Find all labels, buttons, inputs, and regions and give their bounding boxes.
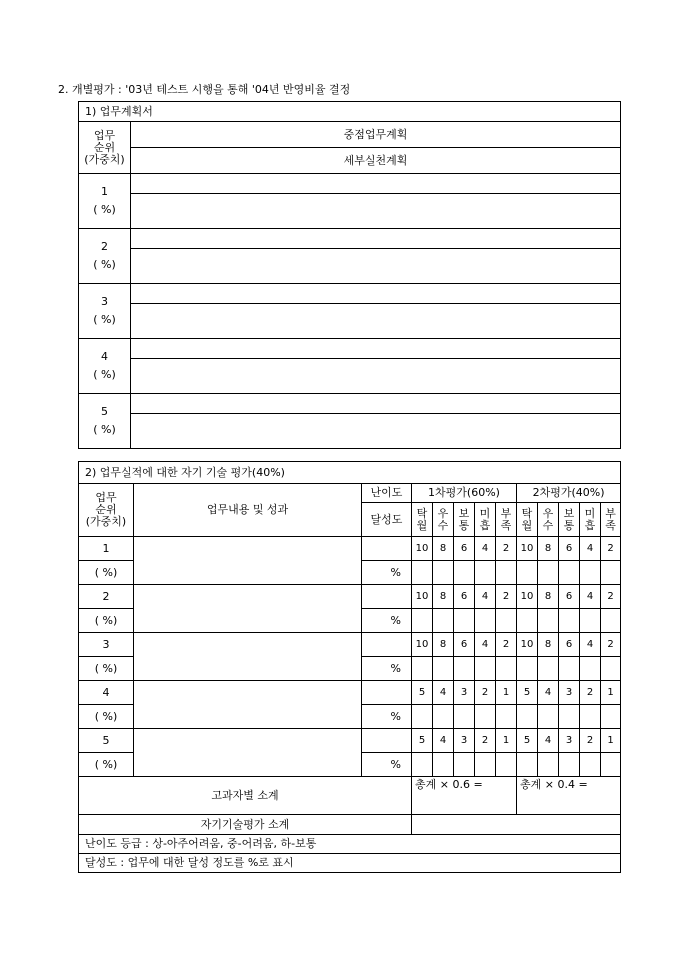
score-cell: 8 [433,585,454,609]
score-cell: 4 [538,729,559,753]
score-cell: 6 [559,537,580,561]
score-cell: 8 [538,585,559,609]
score-cell: 6 [454,585,475,609]
difficulty-note: 난이도 등급 : 상-아주어려움, 중-어려움, 하-보통 [79,835,621,854]
grade-poor: 미 흡 [475,503,496,537]
difficulty-cell[interactable] [362,537,412,561]
self-evaluation-subtotal-label: 자기기술평가 소계 [79,815,412,835]
grade-mark-cell[interactable] [517,705,538,729]
score-cell: 2 [580,729,601,753]
grade-mark-cell[interactable] [412,753,433,777]
score-cell: 3 [454,729,475,753]
first-eval-total[interactable]: 총계 × 0.6 = [412,777,517,815]
grade-poor: 미 흡 [580,503,601,537]
eval-row-weight: ( %) [79,609,134,633]
score-cell: 4 [475,537,496,561]
section-heading: 2. 개별평가 : '03년 테스트 시행을 통해 '04년 반영비율 결정 [58,83,351,96]
second-eval-total[interactable]: 총계 × 0.4 = [517,777,621,815]
grade-insufficient: 부 족 [496,503,517,537]
score-cell: 5 [412,729,433,753]
grade-mark-cell[interactable] [580,753,601,777]
evaluator-subtotal-label: 고과자별 소계 [79,777,412,815]
grade-mark-cell[interactable] [475,705,496,729]
eval-row-weight: ( %) [79,705,134,729]
work-plan-table [78,101,621,449]
plan-row-priority: 4 ( %) [79,339,131,394]
work-plan-title: 1) 업무계획서 [79,102,621,122]
score-cell: 8 [433,633,454,657]
detail-plan-cell[interactable] [131,304,621,339]
grade-mark-cell[interactable] [412,609,433,633]
score-cell: 5 [517,681,538,705]
detail-plan-header: 세부실천계획 [131,148,621,174]
grade-mark-cell[interactable] [580,657,601,681]
grade-mark-cell[interactable] [538,657,559,681]
grade-excellent: 탁 월 [517,503,538,537]
score-cell: 8 [433,537,454,561]
score-cell: 4 [580,633,601,657]
grade-mark-cell[interactable] [559,705,580,729]
achievement-cell[interactable]: % [362,657,412,681]
achievement-cell[interactable]: % [362,753,412,777]
self-evaluation-subtotal-value[interactable] [412,815,621,835]
score-cell: 6 [454,537,475,561]
content-cell[interactable] [134,681,362,729]
score-cell: 6 [559,633,580,657]
content-header: 업무내용 및 성과 [134,484,362,537]
grade-mark-cell[interactable] [538,753,559,777]
score-cell: 1 [496,681,517,705]
content-cell[interactable] [134,537,362,585]
grade-mark-cell[interactable] [454,753,475,777]
score-cell: 2 [601,537,621,561]
grade-mark-cell[interactable] [475,609,496,633]
grade-mark-cell[interactable] [559,609,580,633]
score-cell: 2 [601,585,621,609]
grade-mark-cell[interactable] [412,561,433,585]
grade-mark-cell[interactable] [496,609,517,633]
score-cell: 2 [496,633,517,657]
score-cell: 1 [601,681,621,705]
achievement-cell[interactable]: % [362,609,412,633]
score-cell: 4 [475,585,496,609]
grade-mark-cell[interactable] [601,561,621,585]
eval-row-num: 5 [79,729,134,753]
score-cell: 10 [517,633,538,657]
score-cell: 6 [454,633,475,657]
score-cell: 4 [538,681,559,705]
score-cell: 1 [496,729,517,753]
grade-mark-cell[interactable] [475,753,496,777]
grade-mark-cell[interactable] [601,657,621,681]
grade-mark-cell[interactable] [496,753,517,777]
grade-mark-cell[interactable] [538,705,559,729]
grade-mark-cell[interactable] [517,561,538,585]
detail-plan-cell[interactable] [131,194,621,229]
plan-row-priority: 5 ( %) [79,394,131,449]
priority-header: 업무 순위 (가중치) [79,122,131,174]
score-cell: 6 [559,585,580,609]
grade-mark-cell[interactable] [496,561,517,585]
grade-mark-cell[interactable] [559,561,580,585]
eval-row-num: 3 [79,633,134,657]
content-cell[interactable] [134,729,362,777]
grade-average: 보 통 [559,503,580,537]
achievement-cell[interactable]: % [362,561,412,585]
grade-mark-cell[interactable] [496,657,517,681]
second-eval-header: 2차평가(40%) [517,484,621,503]
score-cell: 2 [475,729,496,753]
score-cell: 2 [601,633,621,657]
score-cell: 4 [580,585,601,609]
grade-mark-cell[interactable] [454,705,475,729]
eval-priority-header: 업무 순위 (가중치) [79,484,134,537]
major-plan-cell[interactable] [131,394,621,414]
achievement-cell[interactable]: % [362,705,412,729]
score-cell: 4 [475,633,496,657]
achievement-note: 달성도 : 업무에 대한 달성 정도를 %로 표시 [79,854,621,873]
grade-mark-cell[interactable] [601,705,621,729]
score-cell: 4 [433,729,454,753]
grade-insufficient: 부 족 [601,503,621,537]
grade-mark-cell[interactable] [433,609,454,633]
eval-row-weight: ( %) [79,753,134,777]
grade-mark-cell[interactable] [580,609,601,633]
score-cell: 5 [412,681,433,705]
grade-excellent: 탁 월 [412,503,433,537]
score-cell: 4 [433,681,454,705]
score-cell: 8 [538,633,559,657]
major-plan-cell[interactable] [131,174,621,194]
grade-mark-cell[interactable] [517,609,538,633]
grade-mark-cell[interactable] [538,609,559,633]
grade-mark-cell[interactable] [433,705,454,729]
difficulty-cell[interactable] [362,729,412,753]
score-cell: 3 [454,681,475,705]
grade-mark-cell[interactable] [412,657,433,681]
plan-row-priority: 2 ( %) [79,229,131,284]
score-cell: 2 [580,681,601,705]
eval-row-num: 4 [79,681,134,705]
grade-mark-cell[interactable] [433,753,454,777]
major-plan-header: 중점업무계획 [131,122,621,148]
difficulty-header: 난이도 [362,484,412,503]
score-cell: 8 [538,537,559,561]
score-cell: 10 [412,633,433,657]
eval-row-weight: ( %) [79,561,134,585]
major-plan-cell[interactable] [131,284,621,304]
detail-plan-cell[interactable] [131,414,621,449]
grade-mark-cell[interactable] [517,753,538,777]
grade-mark-cell[interactable] [601,753,621,777]
grade-mark-cell[interactable] [601,609,621,633]
difficulty-cell[interactable] [362,681,412,705]
eval-row-num: 1 [79,537,134,561]
score-cell: 5 [517,729,538,753]
difficulty-cell[interactable] [362,585,412,609]
difficulty-cell[interactable] [362,633,412,657]
content-cell[interactable] [134,585,362,633]
grade-mark-cell[interactable] [454,657,475,681]
plan-row-priority: 3 ( %) [79,284,131,339]
score-cell: 3 [559,681,580,705]
score-cell: 1 [601,729,621,753]
first-eval-header: 1차평가(60%) [412,484,517,503]
score-cell: 4 [580,537,601,561]
self-evaluation-table [78,461,621,873]
grade-mark-cell[interactable] [433,657,454,681]
detail-plan-cell[interactable] [131,249,621,284]
detail-plan-cell[interactable] [131,359,621,394]
grade-mark-cell[interactable] [559,753,580,777]
score-cell: 10 [412,537,433,561]
grade-mark-cell[interactable] [454,609,475,633]
score-cell: 10 [412,585,433,609]
self-evaluation-title: 2) 업무실적에 대한 자기 기술 평가(40%) [79,462,621,484]
major-plan-cell[interactable] [131,229,621,249]
grade-good: 우 수 [433,503,454,537]
grade-mark-cell[interactable] [475,561,496,585]
grade-good: 우 수 [538,503,559,537]
grade-mark-cell[interactable] [454,561,475,585]
eval-row-num: 2 [79,585,134,609]
score-cell: 2 [475,681,496,705]
score-cell: 10 [517,537,538,561]
plan-row-priority: 1 ( %) [79,174,131,229]
major-plan-cell[interactable] [131,339,621,359]
grade-mark-cell[interactable] [475,657,496,681]
eval-row-weight: ( %) [79,657,134,681]
content-cell[interactable] [134,633,362,681]
grade-mark-cell[interactable] [559,657,580,681]
score-cell: 10 [517,585,538,609]
score-cell: 3 [559,729,580,753]
score-cell: 2 [496,585,517,609]
score-cell: 2 [496,537,517,561]
grade-mark-cell[interactable] [538,561,559,585]
grade-average: 보 통 [454,503,475,537]
achievement-header: 달성도 [362,503,412,537]
grade-mark-cell[interactable] [496,705,517,729]
grade-mark-cell[interactable] [580,705,601,729]
grade-mark-cell[interactable] [580,561,601,585]
grade-mark-cell[interactable] [433,561,454,585]
grade-mark-cell[interactable] [412,705,433,729]
grade-mark-cell[interactable] [517,657,538,681]
